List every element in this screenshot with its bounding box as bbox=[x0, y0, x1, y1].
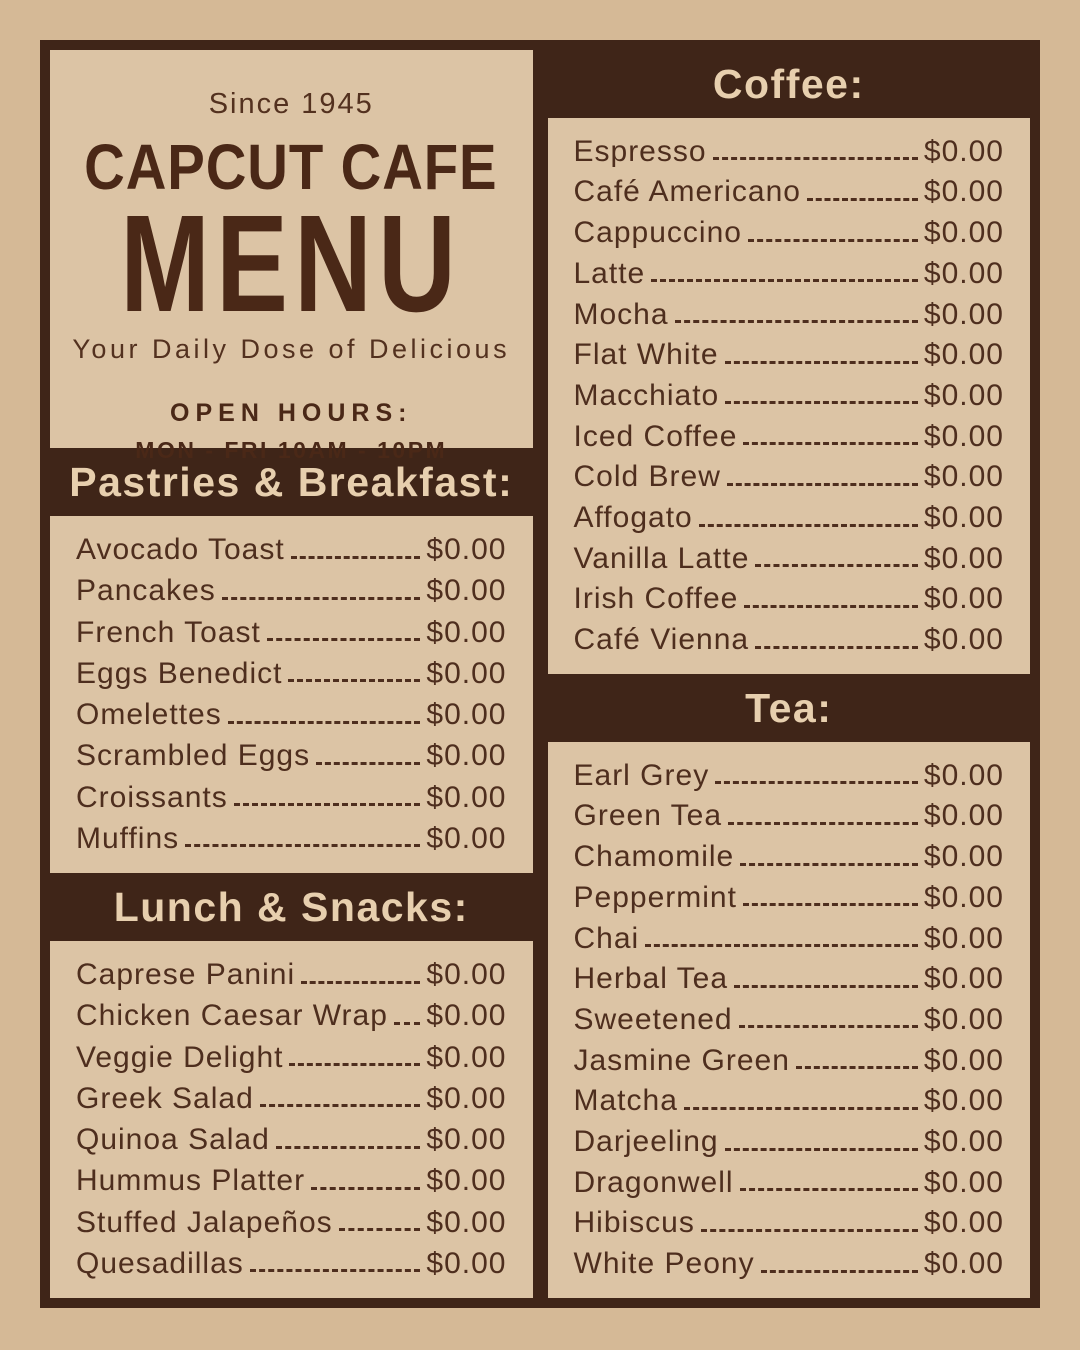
menu-item-name: Green Tea bbox=[573, 799, 723, 833]
menu-item-row bbox=[574, 1247, 1005, 1281]
menu-item-name: Irish Coffee bbox=[573, 582, 739, 616]
menu-item-price: $0.00 bbox=[426, 739, 507, 773]
menu-item-price: $0.00 bbox=[923, 175, 1004, 209]
menu-item-price: $0.00 bbox=[426, 1123, 507, 1157]
menu-item-price: $0.00 bbox=[426, 958, 507, 992]
open-hours-value: MON - FRI 10AM - 10PM bbox=[135, 436, 448, 463]
menu-item-row bbox=[574, 501, 1005, 535]
menu-item-name: Cold Brew bbox=[573, 460, 721, 494]
menu-item-price: $0.00 bbox=[426, 1081, 507, 1115]
menu-item-row bbox=[574, 582, 1005, 616]
menu-item-name: Mocha bbox=[573, 297, 669, 331]
menu-item-row bbox=[76, 822, 507, 856]
menu-item-price: $0.00 bbox=[923, 419, 1004, 453]
menu-item-row bbox=[574, 135, 1005, 169]
dotted-leader bbox=[755, 564, 918, 567]
dotted-leader bbox=[725, 361, 918, 364]
section-title-lunch-snacks: Lunch & Snacks: bbox=[113, 883, 469, 930]
menu-item-row bbox=[574, 257, 1005, 291]
menu-item-name: Espresso bbox=[573, 134, 707, 168]
menu-item-row bbox=[574, 1003, 1005, 1037]
menu-item-row bbox=[76, 1206, 507, 1240]
dotted-leader bbox=[651, 279, 918, 282]
menu-item-row bbox=[574, 1084, 1005, 1118]
dotted-leader bbox=[645, 944, 918, 947]
menu-item-price: $0.00 bbox=[923, 460, 1004, 494]
dotted-leader bbox=[755, 646, 918, 649]
menu-item-row bbox=[76, 657, 507, 691]
menu-item-price: $0.00 bbox=[923, 541, 1004, 575]
menu-item-name: Scrambled Eggs bbox=[76, 739, 311, 773]
menu-item-row bbox=[76, 533, 507, 567]
menu-item-name: Earl Grey bbox=[573, 758, 710, 792]
menu-item-row bbox=[76, 739, 507, 773]
menu-item-row bbox=[574, 216, 1005, 250]
dotted-leader bbox=[744, 605, 918, 608]
dotted-leader bbox=[796, 1066, 918, 1069]
dotted-leader bbox=[301, 981, 420, 984]
dotted-leader bbox=[260, 1104, 421, 1107]
menu-item-name: Café Americano bbox=[573, 175, 801, 209]
menu-item-price: $0.00 bbox=[923, 501, 1004, 535]
menu-item-name: Eggs Benedict bbox=[76, 656, 283, 690]
dotted-leader bbox=[728, 822, 918, 825]
menu-item-name: Dragonwell bbox=[573, 1165, 734, 1199]
menu-item-name: Iced Coffee bbox=[573, 419, 738, 453]
menu-item-price: $0.00 bbox=[923, 216, 1004, 250]
menu-item-name: Hibiscus bbox=[573, 1206, 695, 1240]
dotted-leader bbox=[739, 1025, 918, 1028]
menu-item-row bbox=[574, 881, 1005, 915]
section-title-coffee: Coffee: bbox=[712, 60, 865, 107]
menu-item-price: $0.00 bbox=[426, 656, 507, 690]
menu-item-name: Stuffed Jalapeños bbox=[76, 1205, 333, 1239]
menu-item-name: Pancakes bbox=[76, 574, 216, 608]
dotted-leader bbox=[725, 1148, 918, 1151]
menu-item-price: $0.00 bbox=[923, 1002, 1004, 1036]
dotted-leader bbox=[289, 1063, 420, 1066]
menu-item-row bbox=[574, 922, 1005, 956]
dotted-leader bbox=[250, 1269, 421, 1272]
menu-item-row bbox=[76, 781, 507, 815]
section-band-tea bbox=[548, 674, 1031, 742]
menu-item-price: $0.00 bbox=[923, 256, 1004, 290]
dotted-leader bbox=[185, 844, 420, 847]
menu-item-row bbox=[574, 962, 1005, 996]
menu-item-price: $0.00 bbox=[923, 758, 1004, 792]
menu-item-row bbox=[76, 1164, 507, 1198]
dotted-leader bbox=[276, 1146, 421, 1149]
menu-item-price: $0.00 bbox=[923, 582, 1004, 616]
left-column bbox=[50, 50, 533, 1298]
since-text: Since 1945 bbox=[208, 88, 374, 120]
menu-item-name: French Toast bbox=[76, 615, 261, 649]
menu-item-price: $0.00 bbox=[923, 297, 1004, 331]
dotted-leader bbox=[743, 442, 918, 445]
dotted-leader bbox=[748, 239, 918, 242]
menu-title: MENU bbox=[120, 187, 463, 341]
menu-item-name: Affogato bbox=[573, 501, 693, 535]
menu-item-name: Sweetened bbox=[573, 1002, 733, 1036]
menu-item-row bbox=[574, 1125, 1005, 1159]
menu-item-price: $0.00 bbox=[426, 821, 507, 855]
menu-item-name: Macchiato bbox=[573, 378, 720, 412]
menu-frame bbox=[40, 40, 1040, 1308]
coffee-items-panel bbox=[548, 118, 1031, 674]
menu-item-name: White Peony bbox=[573, 1247, 755, 1281]
open-hours-label: OPEN HOURS: bbox=[170, 398, 413, 427]
menu-item-row bbox=[574, 623, 1005, 657]
menu-item-row bbox=[76, 958, 507, 992]
menu-item-row bbox=[574, 460, 1005, 494]
menu-item-name: Jasmine Green bbox=[573, 1043, 790, 1077]
menu-item-name: Vanilla Latte bbox=[573, 541, 750, 575]
dotted-leader bbox=[715, 781, 918, 784]
menu-item-name: Café Vienna bbox=[573, 623, 750, 657]
dotted-leader bbox=[267, 638, 421, 641]
menu-item-name: Cappuccino bbox=[573, 216, 742, 250]
menu-item-row bbox=[76, 698, 507, 732]
menu-item-row bbox=[574, 759, 1005, 793]
menu-item-price: $0.00 bbox=[923, 1084, 1004, 1118]
menu-item-price: $0.00 bbox=[923, 623, 1004, 657]
menu-item-name: Hummus Platter bbox=[76, 1164, 306, 1198]
menu-item-name: Herbal Tea bbox=[573, 962, 729, 996]
menu-item-name: Quinoa Salad bbox=[76, 1123, 270, 1157]
menu-item-row bbox=[76, 574, 507, 608]
dotted-leader bbox=[291, 556, 421, 559]
menu-item-price: $0.00 bbox=[426, 615, 507, 649]
dotted-leader bbox=[675, 320, 918, 323]
menu-item-name: Veggie Delight bbox=[76, 1040, 284, 1074]
menu-item-name: Flat White bbox=[573, 338, 719, 372]
dotted-leader bbox=[684, 1107, 918, 1110]
dotted-leader bbox=[727, 483, 918, 486]
menu-item-name: Greek Salad bbox=[76, 1081, 254, 1115]
dotted-leader bbox=[339, 1228, 421, 1231]
menu-item-price: $0.00 bbox=[923, 921, 1004, 955]
dotted-leader bbox=[394, 1022, 421, 1025]
cafe-name-title: CAPCUT CAFE bbox=[84, 131, 498, 203]
pastries-breakfast-items-panel bbox=[50, 516, 533, 873]
menu-item-name: Chai bbox=[573, 921, 640, 955]
dotted-leader bbox=[713, 157, 918, 160]
dotted-leader bbox=[228, 721, 421, 724]
menu-item-name: Chicken Caesar Wrap bbox=[76, 999, 388, 1033]
menu-item-row bbox=[574, 338, 1005, 372]
dotted-leader bbox=[699, 524, 918, 527]
menu-item-price: $0.00 bbox=[426, 1205, 507, 1239]
menu-item-name: Croissants bbox=[76, 780, 228, 814]
dotted-leader bbox=[701, 1229, 918, 1232]
menu-item-row bbox=[574, 1044, 1005, 1078]
menu-item-row bbox=[574, 379, 1005, 413]
menu-item-row bbox=[574, 799, 1005, 833]
dotted-leader bbox=[316, 762, 420, 765]
menu-item-row bbox=[76, 1247, 507, 1281]
dotted-leader bbox=[807, 198, 918, 201]
menu-item-price: $0.00 bbox=[426, 780, 507, 814]
dotted-leader bbox=[222, 597, 421, 600]
menu-item-price: $0.00 bbox=[426, 533, 507, 567]
dotted-leader bbox=[234, 803, 421, 806]
menu-item-name: Muffins bbox=[76, 821, 180, 855]
dotted-leader bbox=[740, 863, 918, 866]
right-column bbox=[548, 50, 1031, 1298]
menu-item-row bbox=[574, 542, 1005, 576]
section-band-lunch-snacks bbox=[50, 873, 533, 941]
menu-item-name: Chamomile bbox=[573, 840, 735, 874]
section-band-pastries-breakfast bbox=[50, 448, 533, 516]
menu-item-name: Darjeeling bbox=[573, 1125, 719, 1159]
menu-item-price: $0.00 bbox=[923, 880, 1004, 914]
menu-item-row bbox=[76, 1082, 507, 1116]
menu-item-price: $0.00 bbox=[923, 338, 1004, 372]
dotted-leader bbox=[740, 1188, 918, 1191]
menu-item-price: $0.00 bbox=[923, 378, 1004, 412]
menu-item-name: Latte bbox=[573, 256, 646, 290]
dotted-leader bbox=[288, 679, 420, 682]
menu-item-price: $0.00 bbox=[426, 698, 507, 732]
menu-item-name: Peppermint bbox=[573, 880, 737, 914]
menu-item-row bbox=[76, 1041, 507, 1075]
menu-item-price: $0.00 bbox=[426, 1040, 507, 1074]
menu-item-row bbox=[76, 999, 507, 1033]
menu-item-price: $0.00 bbox=[923, 962, 1004, 996]
menu-item-row bbox=[574, 1206, 1005, 1240]
menu-item-row bbox=[574, 420, 1005, 454]
menu-item-price: $0.00 bbox=[923, 1165, 1004, 1199]
menu-item-price: $0.00 bbox=[923, 1206, 1004, 1240]
menu-item-price: $0.00 bbox=[923, 1247, 1004, 1281]
menu-item-row bbox=[76, 616, 507, 650]
dotted-leader bbox=[743, 903, 918, 906]
menu-item-price: $0.00 bbox=[426, 1246, 507, 1280]
menu-item-price: $0.00 bbox=[923, 799, 1004, 833]
menu-item-price: $0.00 bbox=[923, 840, 1004, 874]
dotted-leader bbox=[311, 1187, 420, 1190]
header-panel bbox=[50, 50, 533, 463]
dotted-leader bbox=[734, 985, 918, 988]
dotted-leader bbox=[761, 1270, 918, 1273]
menu-item-row bbox=[76, 1123, 507, 1157]
menu-item-price: $0.00 bbox=[923, 1125, 1004, 1159]
menu-item-price: $0.00 bbox=[426, 1164, 507, 1198]
menu-item-name: Avocado Toast bbox=[76, 533, 285, 567]
menu-item-price: $0.00 bbox=[426, 574, 507, 608]
menu-item-row bbox=[574, 840, 1005, 874]
menu-item-row bbox=[574, 298, 1005, 332]
dotted-leader bbox=[725, 401, 918, 404]
tea-items-panel bbox=[548, 742, 1031, 1298]
lunch-snacks-items-panel bbox=[50, 941, 533, 1298]
menu-item-name: Quesadillas bbox=[76, 1246, 244, 1280]
menu-item-row bbox=[574, 175, 1005, 209]
section-title-pastries-breakfast: Pastries & Breakfast: bbox=[69, 458, 514, 505]
section-title-tea: Tea: bbox=[745, 684, 833, 731]
menu-item-name: Caprese Panini bbox=[76, 958, 296, 992]
tagline: Your Daily Dose of Delicious bbox=[72, 333, 511, 364]
section-band-coffee bbox=[548, 50, 1031, 118]
menu-item-price: $0.00 bbox=[923, 134, 1004, 168]
menu-item-price: $0.00 bbox=[923, 1043, 1004, 1077]
menu-item-name: Matcha bbox=[573, 1084, 678, 1118]
menu-item-name: Omelettes bbox=[76, 698, 222, 732]
menu-item-row bbox=[574, 1166, 1005, 1200]
menu-item-price: $0.00 bbox=[426, 999, 507, 1033]
